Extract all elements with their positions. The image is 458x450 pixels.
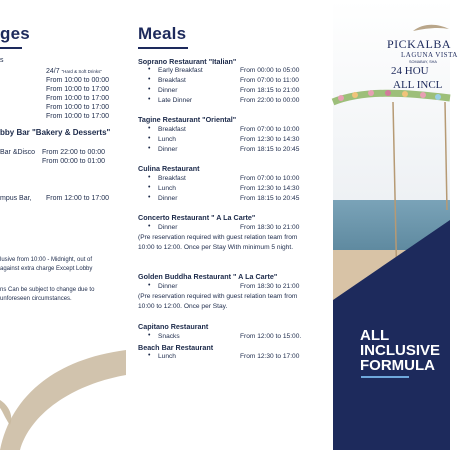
disco-label: Bar &Disco bbox=[0, 149, 36, 156]
all-inclusive-label: ALL INCL bbox=[393, 79, 443, 91]
restaurant-name: Concerto Restaurant " A La Carte" bbox=[138, 213, 256, 222]
heading-underline bbox=[0, 47, 22, 49]
decorative-swirl bbox=[0, 330, 126, 450]
heading-underline bbox=[138, 47, 188, 49]
restaurant-name: Beach Bar Restaurant bbox=[138, 343, 214, 352]
time-row: 24/7 "Hard & Soft Drinks" bbox=[46, 68, 103, 75]
formula-title: ALL INCLUSIVE FORMULA bbox=[360, 327, 441, 374]
hours-label: 24 HOU bbox=[391, 65, 429, 77]
time-row: From 10:00 to 17:00 bbox=[46, 113, 110, 120]
campus-label: mpus Bar, bbox=[0, 195, 32, 202]
campus-time: From 12:00 to 17:00 bbox=[46, 195, 110, 202]
meals-column: Meals Soprano Restaurant "Italian" • Early Breakfast From 00:00 to 05:00 • Breakfast From 07:00 to 11:00 • Dinner From 18:15 to 21:00 • Late Dinner From 22:00 to 00:00 Tagine Restaurant "Oriental" • Breakfast From 07:00 to 10:00 • Lunch From 12:30 to 14:30 • Dinner From 18:15 to 20:45 Culina Restaurant • Breakfast From 07:00 to 10:00 • Lunch From 12:30 to 14:30 • Dinner From 18:15 to 20:45 Concerto Restaurant " A La Carte" • Dinner From 18:30 to 21:00 (Pre reservation required with guest relation team from 10:00 to 12:00. Once per Stay With minimum 5 night. Golden Buddha Restaurant " A La Carte" • Dinner From 18:30 to 21:00 (Pre reservation required with guest relation team from 10:00 to 12:00. Once per Stay. Capitano Restaurant • Snacks From 12:00 to 15:00. Beach Bar Restaurant • Lunch From 12:30 to 17:00 bbox=[130, 0, 330, 450]
lobby-bar-title: bby Bar "Bakery & Desserts" bbox=[0, 128, 111, 137]
brand-subtitle: LAGUNA VISTA bbox=[401, 51, 458, 59]
reservation-note: (Pre reservation required with guest relation team from 10:00 to 12:00. Once per Stay. bbox=[138, 293, 298, 310]
note-line: unforeseen circumstances. bbox=[0, 296, 72, 302]
bird-logo-icon bbox=[411, 21, 451, 35]
restaurant-name: Tagine Restaurant "Oriental" bbox=[138, 115, 237, 124]
restaurant-name: Soprano Restaurant "Italian" bbox=[138, 57, 237, 66]
beverages-column bbox=[0, 0, 126, 450]
time-row: From 10:00 to 00:00 bbox=[46, 77, 110, 84]
note-line: ns Can be subject to change due to bbox=[0, 287, 95, 293]
disco-time: From 00:00 to 01:00 bbox=[42, 158, 106, 165]
time-row: From 10:00 to 17:00 bbox=[46, 86, 110, 93]
time-row: From 10:00 to 17:00 bbox=[46, 104, 110, 111]
restaurant-name: Golden Buddha Restaurant " A La Carte" bbox=[138, 272, 278, 281]
brand-panel bbox=[333, 0, 458, 450]
reservation-note: (Pre reservation required with guest relation team from 10:00 to 12:00. Once per Stay With minimum 5 night. bbox=[138, 234, 298, 251]
formula-underline bbox=[361, 376, 409, 378]
beverages-heading: ges bbox=[0, 24, 30, 43]
meals-heading: Meals bbox=[138, 24, 187, 43]
note-line: lusive from 10:00 - Midnight, out of bbox=[0, 257, 93, 263]
restaurant-name: Capitano Restaurant bbox=[138, 322, 209, 331]
brand-location: SOMABAY, SHA bbox=[409, 60, 437, 64]
time-row: From 10:00 to 17:00 bbox=[46, 95, 110, 102]
restaurant-name: Culina Restaurant bbox=[138, 164, 200, 173]
disco-time: From 22:00 to 00:00 bbox=[42, 149, 106, 156]
brand-name: PICKALBA bbox=[387, 37, 452, 51]
bar-fragment: s bbox=[0, 57, 4, 64]
note-line: against extra charge Except Lobby bbox=[0, 266, 93, 272]
